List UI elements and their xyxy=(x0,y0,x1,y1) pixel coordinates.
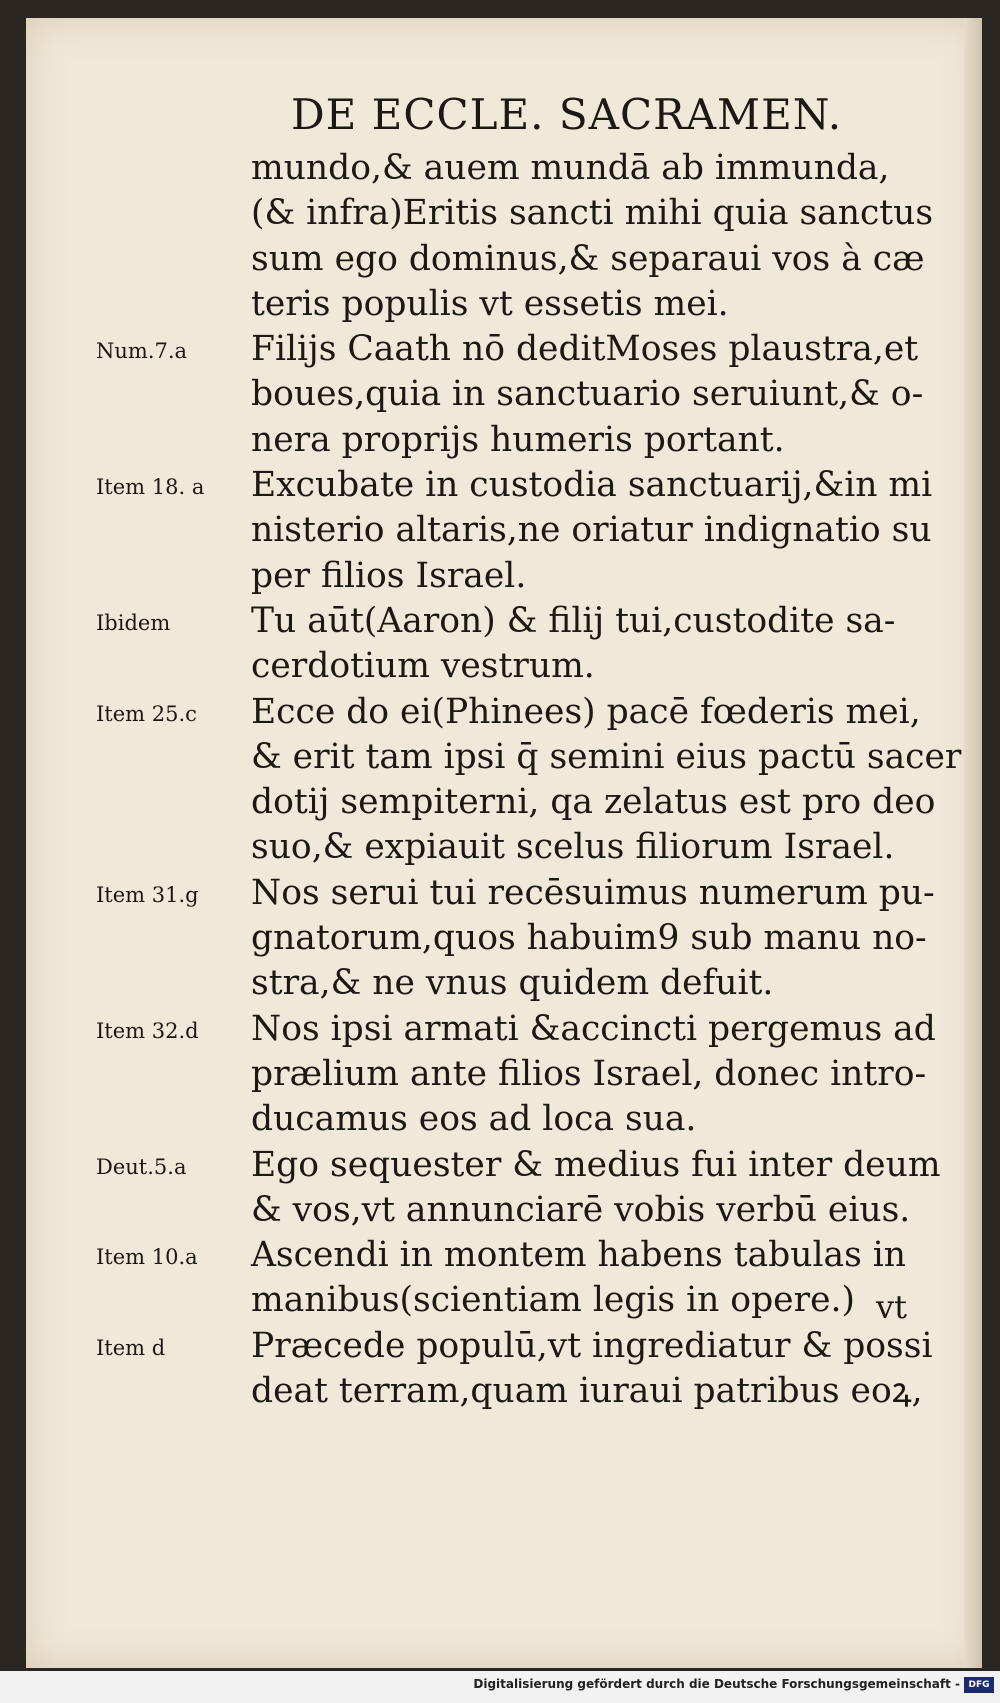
text-line: & vos,vt annunciarē vobis verbū eius. xyxy=(251,1189,911,1230)
text-line: Tu aūt(Aaron) & filij tui,custodite sa- xyxy=(251,600,896,641)
margin-reference: Deut.5.a xyxy=(96,1154,187,1179)
catchword: vt xyxy=(876,1288,907,1326)
margin-reference: Item 18. a xyxy=(96,475,205,500)
margin-reference: Num.7.a xyxy=(96,339,188,364)
text-line: mundo,& auem mundā ab immunda, xyxy=(251,148,890,188)
text-line: nera proprijs humeris portant. xyxy=(251,419,785,460)
text-line: Ascendi in montem habens tabulas in xyxy=(251,1235,906,1276)
text-line: Excubate in custodia sanctuarij,&in mi xyxy=(251,465,933,506)
digitization-footer xyxy=(0,1671,1000,1703)
page-edge xyxy=(964,18,982,1668)
margin-reference: Item 10.a xyxy=(96,1245,198,1270)
text-line: Ecce do ei(Phinees) pacē fœderis mei, xyxy=(251,691,921,732)
text-line: Præcede populū,vt ingrediatur & possi xyxy=(251,1325,933,1366)
text-line: Ego sequester & medius fui inter deum xyxy=(251,1144,941,1185)
footer-credit: Digitalisierung gefördert durch die Deutsche Forschungsgemeinschaft - xyxy=(473,1677,960,1691)
margin-reference: Item 31.g xyxy=(96,882,199,907)
text-line: suo,& expiauit scelus filiorum Israel. xyxy=(251,827,895,868)
text-line: Filijs Caath nō deditMoses plaustra,et xyxy=(251,329,919,370)
text-line: Nos serui tui recēsuimus numerum pu- xyxy=(251,872,935,913)
text-line: per filios Israel. xyxy=(251,555,527,596)
dfg-logo: DFG xyxy=(964,1677,994,1693)
margin-reference: Item 25.c xyxy=(96,701,197,726)
margin-reference: Item 32.d xyxy=(96,1018,199,1043)
text-line: ducamus eos ad loca sua. xyxy=(251,1099,697,1140)
text-line: (& infra)Eritis sancti mihi quia sanctus xyxy=(251,193,934,234)
margin-reference: Ibidem xyxy=(96,611,171,635)
text-line: stra,& ne vnus quidem defuit. xyxy=(251,963,774,1004)
text-line: manibus(scientiam legis in opere.) xyxy=(251,1280,855,1321)
text-line: teris populis vt essetis mei. xyxy=(251,283,729,324)
text-line: nisterio altaris,ne oriatur indignatio su xyxy=(251,510,932,551)
text-line: boues,quia in sanctuario seruiunt,& o- xyxy=(251,374,924,415)
text-line: deat terram,quam iuraui patribus eoꝝ, xyxy=(251,1371,923,1412)
text-line: & erit tam ipsi q̄ semini eius pactū sacer xyxy=(251,736,962,777)
margin-reference: Item d xyxy=(96,1335,166,1360)
body-text xyxy=(251,146,962,1414)
text-line: cerdotium vestrum. xyxy=(251,646,595,687)
book-page xyxy=(26,18,982,1668)
running-header: DE ECCLE. SACRAMEN. xyxy=(291,90,843,139)
text-line: prælium ante filios Israel, donec intro- xyxy=(251,1053,927,1094)
text-line: gnatorum,quos habuim9 sub manu no- xyxy=(251,918,927,959)
text-line: sum ego dominus,& separaui vos à cæ xyxy=(251,238,925,279)
text-line: Nos ipsi armati &accincti pergemus ad xyxy=(251,1008,936,1049)
text-line: dotij sempiterni, qa zelatus est pro deo xyxy=(251,782,936,823)
